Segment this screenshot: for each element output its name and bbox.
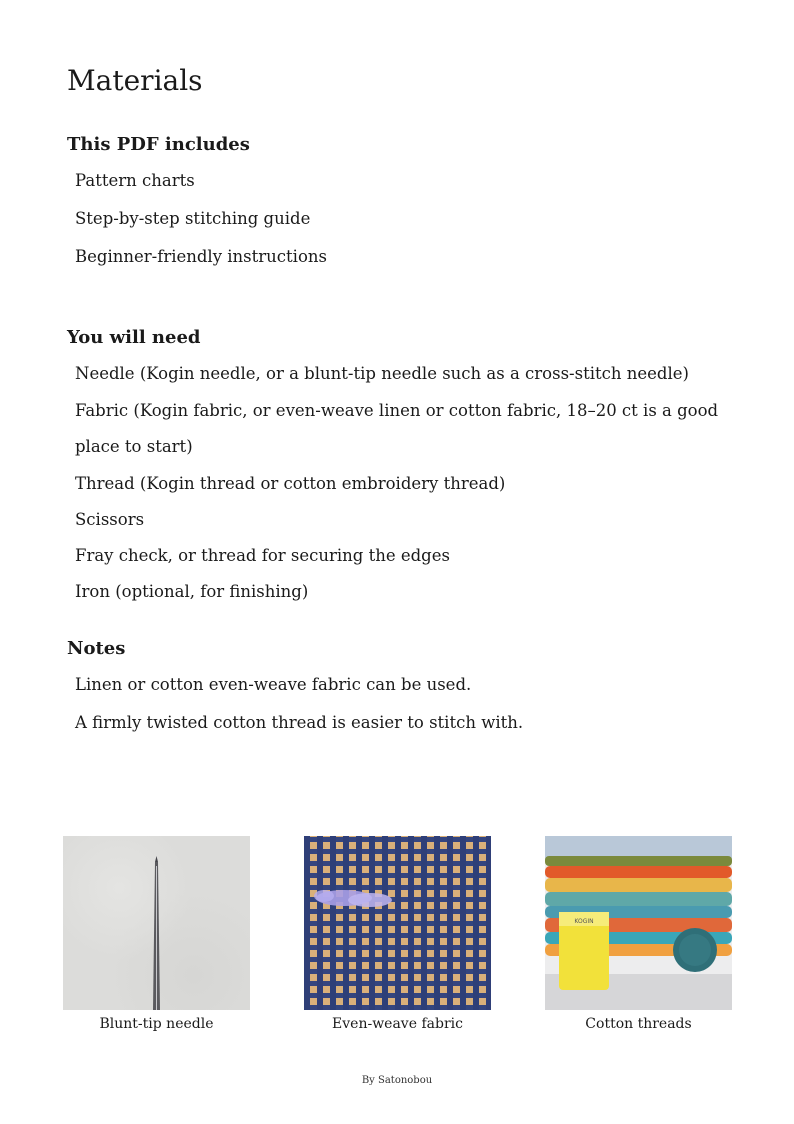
threads-caption: Cotton threads (585, 1016, 692, 1032)
notes-list (75, 666, 523, 742)
includes-list (75, 162, 327, 276)
notes-heading: Notes (67, 638, 126, 659)
list-item: Scissors (75, 510, 145, 529)
list-item: Fray check, or thread for securing the edges (75, 546, 450, 565)
needle-caption: Blunt-tip needle (99, 1016, 214, 1032)
list-item: Thread (Kogin thread or cotton embroidery thread) (75, 474, 506, 493)
list-item: Iron (optional, for finishing) (75, 582, 309, 601)
list-item: place to start) (75, 437, 193, 456)
list-item: Needle (Kogin needle, or a blunt-tip needle such as a cross-stitch needle) (75, 364, 689, 383)
list-item: Step-by-step stitching guide (75, 209, 311, 228)
fabric-caption: Even-weave fabric (332, 1016, 463, 1032)
threads-photo (545, 836, 732, 1010)
list-item: Fabric (Kogin fabric, or even-weave linen or cotton fabric, 18–20 ct is a good (75, 401, 719, 420)
list-item: Linen or cotton even-weave fabric can be used. (75, 675, 472, 694)
kogin-label: KOGIN (574, 918, 594, 925)
footer-credit: By Satonobou (361, 1075, 433, 1086)
need-heading: You will need (67, 327, 201, 348)
page-title: Materials (67, 64, 203, 97)
needle-photo (63, 836, 250, 1010)
fabric-photo (304, 836, 491, 1010)
list-item: Pattern charts (75, 171, 195, 190)
includes-heading: This PDF includes (67, 134, 250, 155)
list-item: A firmly twisted cotton thread is easier to stitch with. (75, 713, 524, 732)
need-list (75, 355, 718, 610)
list-item: Beginner-friendly instructions (75, 247, 327, 266)
